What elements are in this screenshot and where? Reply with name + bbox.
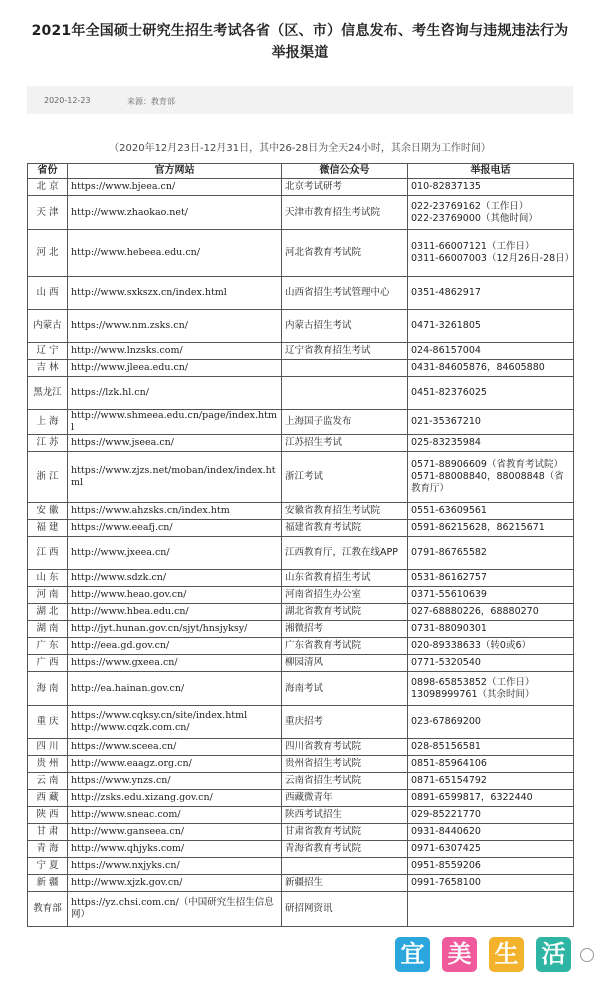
table-row: [28, 196, 574, 230]
table-row: [28, 310, 574, 343]
cell-website[interactable]: https://www.cqksy.cn/site/index.html http://www.cqzk.com.cn/: [68, 706, 282, 739]
table-row: [28, 410, 574, 435]
meta-bar: [27, 86, 573, 114]
cell-phone: 025-83235984: [408, 435, 574, 452]
table-row: [28, 756, 574, 773]
cell-phone: 023-67869200: [408, 706, 574, 739]
cell-phone: 0971-6307425: [408, 841, 574, 858]
cell-province: 河 北: [28, 230, 68, 277]
cell-phone: 0951-8559206: [408, 858, 574, 875]
cell-wechat: 内蒙古招生考试: [282, 310, 408, 343]
cell-website[interactable]: http://www.qhjyks.com/: [68, 841, 282, 858]
cell-province: 西 藏: [28, 790, 68, 807]
cell-province: 山 东: [28, 570, 68, 587]
cell-phone: 0571-88906609（省教育考试院） 0571-88008840，88008848（省教育厅）: [408, 452, 574, 503]
table-row: [28, 377, 574, 410]
cell-wechat: 云南省招生考试院: [282, 773, 408, 790]
cell-wechat: 贵州省招生考试院: [282, 756, 408, 773]
table-row: [28, 277, 574, 310]
cell-wechat: 柳园清风: [282, 655, 408, 672]
table-row: [28, 790, 574, 807]
cell-wechat: 江苏招生考试: [282, 435, 408, 452]
cell-phone: 0471-3261805: [408, 310, 574, 343]
cell-wechat: [282, 377, 408, 410]
cell-phone: 0891-6599817，6322440: [408, 790, 574, 807]
cell-province: 广 西: [28, 655, 68, 672]
cell-wechat: 山西省招生考试管理中心: [282, 277, 408, 310]
cell-province: 甘 肃: [28, 824, 68, 841]
cell-phone: 0871-65154792: [408, 773, 574, 790]
cell-phone: 010-82837135: [408, 179, 574, 196]
cell-website[interactable]: http://www.sdzk.cn/: [68, 570, 282, 587]
cell-phone: 0351-4862917: [408, 277, 574, 310]
cell-province: 浙 江: [28, 452, 68, 503]
cell-website[interactable]: http://zsks.edu.xizang.gov.cn/: [68, 790, 282, 807]
cell-phone: 0311-66007121（工作日） 0311-66007003（12月26日-28日）: [408, 230, 574, 277]
cell-wechat: 江西教育厅，江教在线APP: [282, 537, 408, 570]
cell-website[interactable]: https://www.zjzs.net/moban/index/index.html: [68, 452, 282, 503]
cell-wechat: 北京考试研考: [282, 179, 408, 196]
cell-website[interactable]: http://www.sneac.com/: [68, 807, 282, 824]
cell-province: 黑龙江: [28, 377, 68, 410]
cell-phone: 0771-5320540: [408, 655, 574, 672]
table-row: [28, 343, 574, 360]
cell-website[interactable]: http://www.hbea.edu.cn/: [68, 604, 282, 621]
cell-province: 广 东: [28, 638, 68, 655]
cell-phone: 021-35367210: [408, 410, 574, 435]
cell-website[interactable]: https://lzk.hl.cn/: [68, 377, 282, 410]
table-row: [28, 604, 574, 621]
watermark-mark-icon: [580, 948, 594, 962]
cell-province: 辽 宁: [28, 343, 68, 360]
table-row: [28, 230, 574, 277]
cell-phone: 0531-86162757: [408, 570, 574, 587]
header-province: 省份: [28, 164, 68, 179]
cell-wechat: [282, 360, 408, 377]
header-phone: 举报电话: [408, 164, 574, 179]
cell-website[interactable]: http://www.shmeea.edu.cn/page/index.html: [68, 410, 282, 435]
cell-website[interactable]: https://www.eeafj.cn/: [68, 520, 282, 537]
table-row: [28, 824, 574, 841]
cell-website[interactable]: http://eea.gd.gov.cn/: [68, 638, 282, 655]
table-header-row: [28, 164, 574, 179]
cell-province: 吉 林: [28, 360, 68, 377]
table-row: [28, 841, 574, 858]
cell-province: 内蒙古: [28, 310, 68, 343]
cell-website[interactable]: https://www.ahzsks.cn/index.htm: [68, 503, 282, 520]
table-row: [28, 807, 574, 824]
cell-wechat: 辽宁省教育招生考试: [282, 343, 408, 360]
table-row: [28, 706, 574, 739]
cell-website[interactable]: http://www.heao.gov.cn/: [68, 587, 282, 604]
cell-phone: 020-89338633（转0或6）: [408, 638, 574, 655]
cell-wechat: 青海省教育考试院: [282, 841, 408, 858]
cell-province: 贵 州: [28, 756, 68, 773]
cell-province: 北 京: [28, 179, 68, 196]
cell-website[interactable]: http://www.hebeea.edu.cn/: [68, 230, 282, 277]
cell-province: 陕 西: [28, 807, 68, 824]
cell-wechat: 海南考试: [282, 672, 408, 706]
table-row: [28, 503, 574, 520]
table-row: [28, 739, 574, 756]
cell-province: 上 海: [28, 410, 68, 435]
cell-website[interactable]: https://www.jseea.cn/: [68, 435, 282, 452]
cell-phone: 027-68880226，68880270: [408, 604, 574, 621]
watermark-logo: [393, 930, 598, 974]
cell-wechat: 浙江考试: [282, 452, 408, 503]
table-row: [28, 570, 574, 587]
cell-phone: 0898-65853852（工作日） 13098999761（其余时间）: [408, 672, 574, 706]
watermark-char: 生: [489, 937, 524, 972]
cell-website[interactable]: http://jyt.hunan.gov.cn/sjyt/hnsjyksy/: [68, 621, 282, 638]
cell-website[interactable]: https://yz.chsi.com.cn/（中国研究生招生信息网）: [68, 892, 282, 927]
source-label: 来源：教育部: [127, 97, 175, 106]
cell-wechat: 山东省教育招生考试: [282, 570, 408, 587]
table-row: [28, 621, 574, 638]
cell-wechat: 西藏微青年: [282, 790, 408, 807]
table-row: [28, 875, 574, 892]
cell-website[interactable]: http://www.jleea.edu.cn/: [68, 360, 282, 377]
cell-province: 福 建: [28, 520, 68, 537]
cell-phone: 0551-63609561: [408, 503, 574, 520]
cell-wechat: 安徽省教育招生考试院: [282, 503, 408, 520]
time-note: （2020年12月23日-12月31日，其中26-28日为全天24小时，其余日期为工作时间）: [109, 143, 491, 154]
cell-website[interactable]: http://www.jxeea.cn/: [68, 537, 282, 570]
cell-phone: 0991-7658100: [408, 875, 574, 892]
cell-wechat: 河南省招生办公室: [282, 587, 408, 604]
cell-phone: 0591-86215628，86215671: [408, 520, 574, 537]
cell-wechat: 广东省教育考试院: [282, 638, 408, 655]
table-row: [28, 773, 574, 790]
page-title: 2021年全国硕士研究生招生考试各省（区、市）信息发布、考生咨询与违规违法行为举报渠道: [31, 23, 569, 61]
cell-website[interactable]: https://www.bjeea.cn/: [68, 179, 282, 196]
cell-wechat: 上海国子监发布: [282, 410, 408, 435]
cell-website[interactable]: https://www.sceea.cn/: [68, 739, 282, 756]
table-row: [28, 638, 574, 655]
cell-province: 江 西: [28, 537, 68, 570]
cell-phone: 022-23769162（工作日） 022-23769000（其他时间）: [408, 196, 574, 230]
cell-province: 教育部: [28, 892, 68, 927]
cell-website[interactable]: http://ea.hainan.gov.cn/: [68, 672, 282, 706]
cell-wechat: 重庆招考: [282, 706, 408, 739]
table-row: [28, 858, 574, 875]
contact-table: [27, 163, 574, 927]
table-row: [28, 537, 574, 570]
cell-province: 天 津: [28, 196, 68, 230]
cell-province: 河 南: [28, 587, 68, 604]
cell-province: 湖 北: [28, 604, 68, 621]
cell-wechat: 新疆招生: [282, 875, 408, 892]
cell-wechat: 研招网资讯: [282, 892, 408, 927]
publish-date: 2020-12-23: [44, 96, 91, 105]
cell-phone: 0451-82376025: [408, 377, 574, 410]
table-row: [28, 655, 574, 672]
cell-wechat: 四川省教育考试院: [282, 739, 408, 756]
cell-website[interactable]: https://www.ynzs.cn/: [68, 773, 282, 790]
table-row: [28, 452, 574, 503]
cell-phone: 0851-85964106: [408, 756, 574, 773]
cell-province: 海 南: [28, 672, 68, 706]
cell-website[interactable]: https://www.gxeea.cn/: [68, 655, 282, 672]
table-row: [28, 672, 574, 706]
cell-phone: 0431-84605876，84605880: [408, 360, 574, 377]
table-row: [28, 587, 574, 604]
watermark-char: 活: [536, 937, 571, 972]
cell-phone: 0731-88090301: [408, 621, 574, 638]
cell-website[interactable]: http://www.lnzsks.com/: [68, 343, 282, 360]
cell-province: 安 徽: [28, 503, 68, 520]
cell-wechat: 湘微招考: [282, 621, 408, 638]
table-row: [28, 520, 574, 537]
cell-province: 宁 夏: [28, 858, 68, 875]
cell-phone: 028-85156581: [408, 739, 574, 756]
cell-province: 新 疆: [28, 875, 68, 892]
cell-wechat: 天津市教育招生考试院: [282, 196, 408, 230]
cell-wechat: 河北省教育考试院: [282, 230, 408, 277]
cell-website[interactable]: https://www.nxjyks.cn/: [68, 858, 282, 875]
table-row: [28, 179, 574, 196]
cell-wechat: 湖北省教育考试院: [282, 604, 408, 621]
cell-province: 云 南: [28, 773, 68, 790]
table-row: [28, 892, 574, 927]
cell-website[interactable]: http://www.sxkszx.cn/index.html: [68, 277, 282, 310]
cell-website[interactable]: http://www.ganseea.cn/: [68, 824, 282, 841]
cell-province: 四 川: [28, 739, 68, 756]
cell-province: 湖 南: [28, 621, 68, 638]
cell-province: 江 苏: [28, 435, 68, 452]
cell-phone: 0371-55610639: [408, 587, 574, 604]
cell-phone: 029-85221770: [408, 807, 574, 824]
header-wechat: 微信公众号: [282, 164, 408, 179]
cell-phone: 0791-86765582: [408, 537, 574, 570]
cell-wechat: [282, 858, 408, 875]
cell-province: 山 西: [28, 277, 68, 310]
cell-province: 重 庆: [28, 706, 68, 739]
cell-province: 青 海: [28, 841, 68, 858]
cell-wechat: 陕西考试招生: [282, 807, 408, 824]
cell-phone: [408, 892, 574, 927]
watermark-char: 美: [442, 937, 477, 972]
cell-website[interactable]: http://www.xjzk.gov.cn/: [68, 875, 282, 892]
cell-wechat: 福建省教育考试院: [282, 520, 408, 537]
cell-phone: 0931-8440620: [408, 824, 574, 841]
cell-website[interactable]: https://www.nm.zsks.cn/: [68, 310, 282, 343]
watermark-char: 宜: [395, 937, 430, 972]
cell-wechat: 甘肃省教育考试院: [282, 824, 408, 841]
cell-website[interactable]: http://www.eaagz.org.cn/: [68, 756, 282, 773]
header-website: 官方网站: [68, 164, 282, 179]
table-row: [28, 360, 574, 377]
cell-website[interactable]: http://www.zhaokao.net/: [68, 196, 282, 230]
cell-phone: 024-86157004: [408, 343, 574, 360]
table-row: [28, 435, 574, 452]
